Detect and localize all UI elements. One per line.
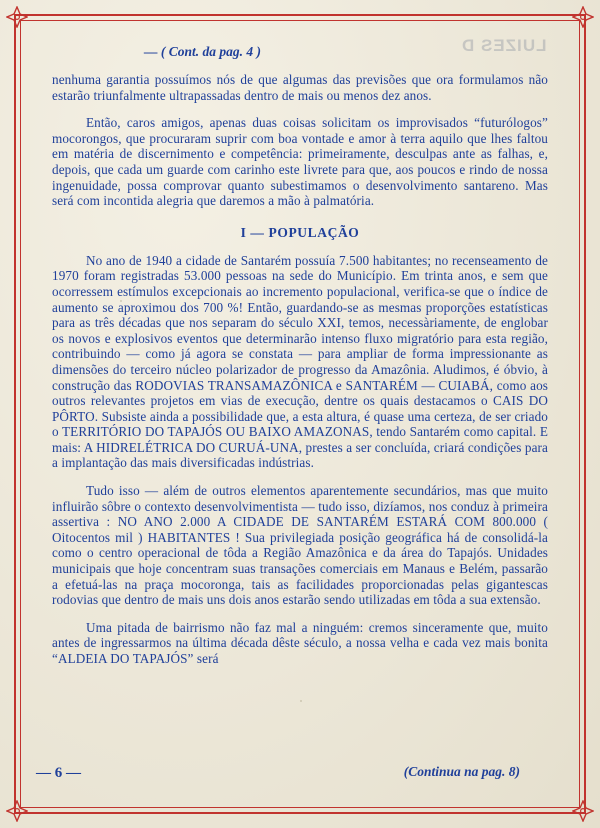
corner-ornament-icon xyxy=(572,6,594,28)
page-footer xyxy=(36,762,548,782)
corner-ornament-icon xyxy=(572,800,594,822)
paragraph: No ano de 1940 a cidade de Santarém possuía 7.500 habitantes; no recenseamento de 1970 foram registradas 53.000 pessoas na sede do Município. Em trinta anos, e sem que ocorressem estímulos excepcionais ao incremento populacional, verifica-se que o índice de aumento se aproximou dos 700 %! Então, guardando-se as mesmas proporções estatísticas para as três décadas que nos separam do século XXI, temos, necessàriamente, de englobar os novos e explosivos eventos que determinarão intenso fluxo migratório para esta região, contribuindo — como já agora se constata — para ampliar de forma impressionante as dimensões do terceiro núcleo polarizador de progresso da Amazônia. Aludimos, é óbvio, à construção das RODOVIAS TRANSAMAZÔNICA e SANTARÉM — CUIABÁ, como aos outros relevantes projetos em vias de execução, dentre os quais destacamos o CAIS DO PÔRTO. Subsiste ainda a possibilidade que, a esta altura, é quase uma certeza, de ser criado o TERRITÓRIO DO TAPAJÓS OU BAIXO AMAZONAS, tendo Santarém como capital. E mais: A HIDRELÉTRICA DO CURUÁ-UNA, prestes a ser concluída, criará condições para a implantação das mais diversificadas indústrias. xyxy=(52,252,548,471)
paper-speck xyxy=(430,520,432,522)
paragraph: Uma pitada de bairrismo não faz mal a ninguém: cremos sinceramente que, muito antes de ingressarmos na última década dêste século, a nossa velha e cada vez mais bonita “ALDEIA DO TAPAJÓS” será xyxy=(52,619,548,666)
section-heading: I — POPULAÇÃO xyxy=(240,224,360,240)
continued-from-label: — ( Cont. da pag. 4 ) xyxy=(144,44,262,59)
paper-speck xyxy=(120,300,122,302)
bleed-through-text: LUIZES D xyxy=(460,36,546,55)
continued-to-label: (Continua na pag. 8) xyxy=(403,764,520,779)
page-content xyxy=(52,44,548,679)
corner-ornament-icon xyxy=(6,800,28,822)
page-number: — 6 — xyxy=(36,765,81,781)
corner-ornament-icon xyxy=(6,6,28,28)
paragraph: nenhuma garantia possuímos nós de que algumas das previsões que ora formulamos não estarão triunfalmente ultrapassadas dentro de mais ou menos dez anos. xyxy=(52,72,548,103)
paragraph: Então, caros amigos, apenas duas coisas solicitam os improvisados “futurólogos” mocorongos, que procuraram suprir com boa vontade e amor à terra aquilo que lhes faltou em matéria de discernimento e competência: primeiramente, desculpas ante as falhas, e, depois, que cada um guarde com carinho este livrete para que, aos poucos e rindo de nossa ingenuidade, possa comprovar quanto subestimamos o desenvolvimento santareno. Mas será com incontida alegria que daremos a mão à palmatória. xyxy=(52,115,548,209)
paper-speck xyxy=(300,700,302,702)
paragraph: Tudo isso — além de outros elementos aparentemente secundários, mas que muito influirão sôbre o contexto desenvolvimentista — tudo isso, dizíamos, nos conduz à primeira assertiva : NO ANO 2.000 A CIDADE DE SANTARÉM ESTARÁ COM 800.000 ( Oitocentos mil ) HABITANTES ! Sua privilegiada posição geográfica há de consolidá-la como o centro operacional de tôda a Região Amazônica e da área do Tapajós. Unidades municipais que hoje concentram suas transações comerciais em Manaus e Belém, passarão a efetuá-las na praça mocoronga, tais as facilidades proporcionadas pelas gigantescas rodovias que dentro de mais uns dois anos estarão sendo utilizadas em tôda a sua extensão. xyxy=(52,483,548,608)
